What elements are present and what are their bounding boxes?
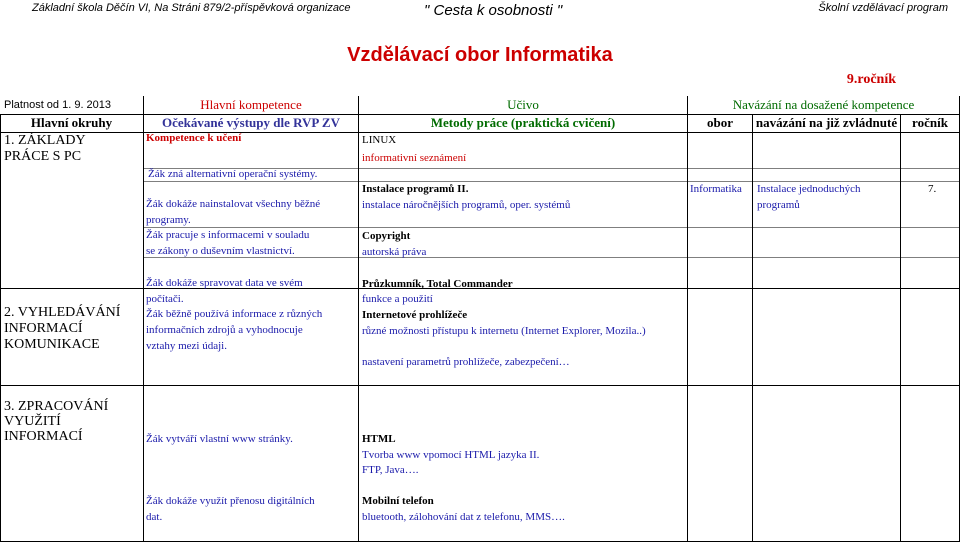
section-2-line-2: INFORMACÍ (4, 321, 83, 336)
browsers-desc: různé možnosti přístupu k internetu (Internet Explorer, Mozila..) (362, 325, 646, 337)
school-name: Základní škola Děčín VI, Na Stráni 879/2-příspěvková organizace (32, 2, 351, 14)
section-3-line-1: 3. ZPRACOVÁNÍ (4, 399, 109, 414)
program-name: Školní vzdělávací program (818, 2, 948, 14)
browsers-settings: nastavení parametrů prohlížeče, zabezpečení… (362, 356, 570, 368)
linux-title: LINUX (362, 134, 397, 146)
col-grade: ročník (912, 115, 948, 130)
competence-label: Kompetence k učení (146, 132, 242, 144)
copyright-title: Copyright (362, 230, 411, 242)
mobile-title: Mobilní telefon (362, 495, 434, 507)
www-outcome: Žák vytváří vlastní www stránky. (146, 433, 293, 445)
validity-date: Platnost od 1. 9. 2013 (4, 99, 112, 111)
link-what-1: Instalace jednoduchých (757, 183, 861, 195)
files-outcome-1: Žák dokáže spravovat data ve svém (146, 277, 303, 289)
col-curriculum: Učivo (507, 97, 539, 112)
search-outcome-1: Žák běžně používá informace z různých (146, 308, 323, 320)
files-outcome-2: počítači. (146, 293, 184, 305)
section-2-line-1: 2. VYHLEDÁVÁNÍ (4, 305, 121, 320)
col-main-areas: Hlavní okruhy (30, 115, 113, 130)
col-subject: obor (707, 115, 733, 130)
install-title: Instalace programů II. (362, 183, 469, 195)
col-outcomes: Očekávané výstupy dle RVP ZV (162, 115, 340, 130)
search-outcome-2: informačních zdrojů a vyhodnocuje (146, 324, 303, 336)
section-3-line-3: INFORMACÍ (4, 429, 83, 444)
files-title: Průzkumník, Total Commander (362, 278, 513, 290)
page-title: Vzdělávací obor Informatika (347, 44, 613, 66)
section-3-line-2: VYUŽITÍ (4, 414, 61, 429)
install-desc: instalace náročnějších programů, oper. systémů (362, 199, 571, 211)
linux-desc: informativní seznámení (362, 152, 467, 164)
copyright-desc: autorská práva (362, 246, 427, 258)
link-grade: 7. (928, 183, 937, 195)
table-grid (0, 96, 960, 542)
section-1-line-1: 1. ZÁKLADY (4, 133, 86, 148)
col-linking: Navázání na dosažené kompetence (732, 97, 915, 112)
search-outcome-3: vztahy mezi údaji. (146, 340, 227, 352)
ip-outcome-2: se zákony o duševním vlastnictví. (146, 245, 295, 257)
install-outcome-1: Žák dokáže nainstalovat všechny běžné (146, 198, 321, 210)
install-outcome-2: programy. (146, 214, 191, 226)
os-outcome: Žák zná alternativní operační systémy. (148, 168, 318, 180)
link-what-2: programů (757, 199, 800, 211)
col-methods: Metody práce (praktická cvičení) (430, 115, 616, 130)
transfer-outcome-1: Žák dokáže využít přenosu digitálních (146, 495, 315, 507)
browsers-title: Internetové prohlížeče (362, 309, 468, 321)
files-desc: funkce a použití (362, 293, 433, 305)
col-main-competence: Hlavní kompetence (200, 97, 302, 112)
col-linking-mastered: navázání na již zvládnuté (755, 115, 898, 130)
transfer-outcome-2: dat. (146, 511, 163, 523)
school-motto: " Cesta k osobnosti " (424, 2, 563, 19)
grade-label: 9.ročník (846, 72, 896, 87)
ftp-desc: FTP, Java…. (362, 464, 419, 476)
html-desc: Tvorba www vpomocí HTML jazyka II. (362, 449, 540, 461)
link-subject: Informatika (690, 183, 742, 195)
section-1-line-2: PRÁCE S PC (4, 149, 82, 164)
html-title: HTML (362, 433, 396, 445)
section-2-line-3: KOMUNIKACE (4, 337, 100, 352)
mobile-desc: bluetooth, zálohování dat z telefonu, MMS…. (362, 511, 565, 523)
ip-outcome-1: Žák pracuje s informacemi v souladu (146, 229, 310, 241)
